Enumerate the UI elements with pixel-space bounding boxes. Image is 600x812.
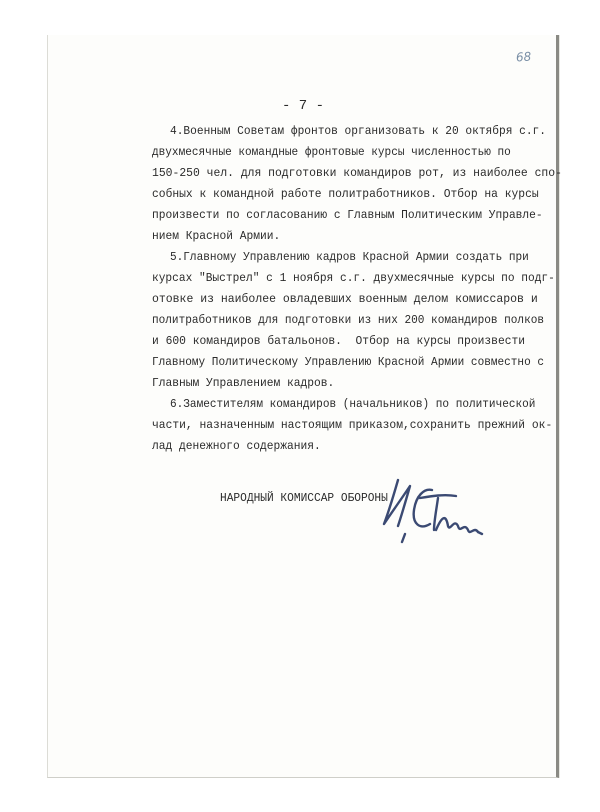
signatory-title: НАРОДНЫЙ КОМИССАР ОБОРОНЫ: [220, 492, 388, 505]
paragraph-4-line-5: произвести по согласованию с Главным Политическим Управле-: [152, 209, 543, 222]
paragraph-5-line-3: отовке из наиболее овладевших военным делом комиссаров и: [152, 293, 538, 306]
archive-page-number: 68: [515, 49, 532, 65]
paragraph-6-line-1: 6.Заместителям командиров (начальников) по политической: [170, 398, 536, 411]
paragraph-6-line-2: части, назначенным настоящим приказом,сохранить прежний ок-: [152, 419, 553, 432]
paragraph-5-line-1: 5.Главному Управлению кадров Красной Армии создать при: [170, 251, 529, 264]
paragraph-6-line-3: лад денежного содержания.: [152, 440, 321, 453]
handwritten-signature: [372, 468, 490, 568]
page-number: - 7 -: [282, 98, 325, 114]
paragraph-4-line-6: нием Красной Армии.: [152, 230, 281, 243]
paragraph-4-line-3: 150-250 чел. для подготовки командиров рот, из наиболее спо-: [152, 167, 562, 180]
paragraph-5-line-7: Главным Управлением кадров.: [152, 377, 335, 390]
paragraph-4-line-1: 4.Военным Советам фронтов организовать к 20 октября с.г.: [170, 125, 546, 138]
paragraph-5-line-6: Главному Политическому Управлению Красной Армии совместно с: [152, 356, 545, 369]
paragraph-5-line-2: курсах "Выстрел" с 1 ноября с.г. двухмесячные курсы по подг-: [152, 272, 555, 285]
paragraph-4-line-2: двухмесячные командные фронтовые курсы численностью по: [152, 146, 511, 159]
paragraph-5-line-5: и 600 командиров батальонов. Отбор на курсы произвести: [152, 335, 526, 348]
paragraph-4-line-4: собных к командной работе политработников. Отбор на курсы: [152, 188, 539, 201]
paragraph-5-line-4: политработников для подготовки из них 200 командиров полков: [152, 314, 545, 327]
